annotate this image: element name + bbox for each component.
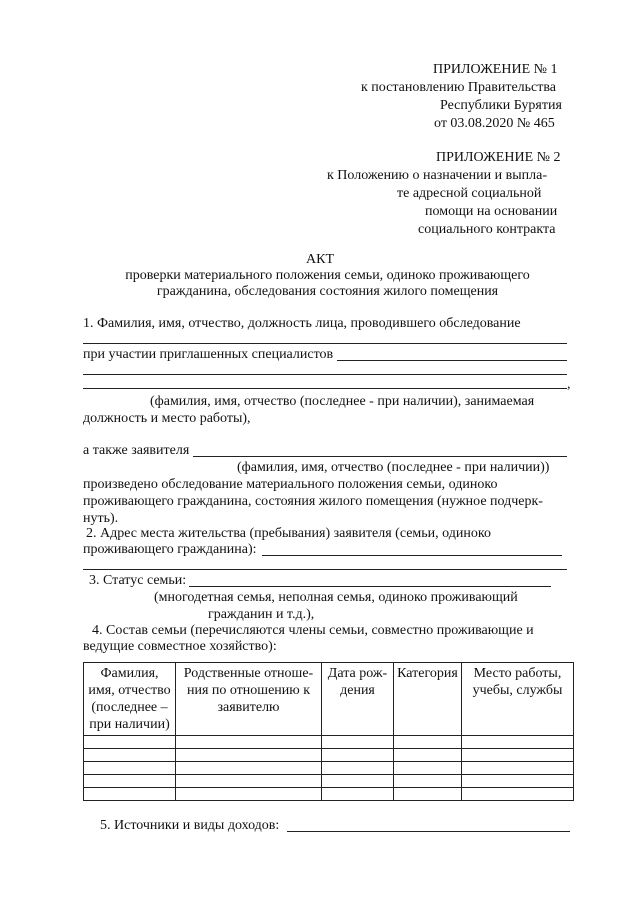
table-cell[interactable]: [84, 749, 176, 762]
column-header: Место работы, учебы, службы: [462, 663, 574, 736]
section1-body: проживающего гражданина, состояния жилого помещения (нужное подчерк-: [83, 494, 543, 509]
table-cell[interactable]: [462, 736, 574, 749]
applicant-note: (фамилия, имя, отчество (последнее - при наличии)): [237, 460, 550, 475]
table-cell[interactable]: [176, 775, 322, 788]
column-header: Категория: [394, 663, 462, 736]
appendix1-line: от 03.08.2020 № 465: [434, 116, 555, 131]
family-status-note: (многодетная семья, неполная семья, одиноко проживающий: [154, 590, 518, 605]
column-header: Дата рож-дения: [322, 663, 394, 736]
column-header: Фамилия, имя, отчество (последнее – при наличии): [84, 663, 176, 736]
column-header: Родственные отноше-ния по отношению к заявителю: [176, 663, 322, 736]
participants-note: должность и место работы),: [83, 411, 251, 426]
table-cell[interactable]: [84, 736, 176, 749]
appendix2-line: к Положению о назначении и выпла-: [327, 168, 547, 183]
table-cell[interactable]: [462, 788, 574, 801]
section4-line: ведущие совместное хозяйство):: [83, 639, 277, 654]
income-sources-label: 5. Источники и виды доходов:: [100, 818, 280, 833]
participants-label: при участии приглашенных специалистов: [83, 347, 334, 362]
table-cell[interactable]: [84, 762, 176, 775]
table-cell[interactable]: [394, 749, 462, 762]
table-row: [84, 749, 574, 762]
table-header-row: [84, 663, 574, 736]
section2-line: 2. Адрес места жительства (пребывания) заявителя (семьи, одиноко: [86, 526, 491, 541]
table-cell[interactable]: [176, 762, 322, 775]
section1-body: произведено обследование материального положения семьи, одиноко: [83, 477, 498, 492]
fill-line[interactable]: [83, 388, 567, 389]
family-status-fill-line[interactable]: [189, 586, 551, 587]
act-subtitle: гражданина, обследования состояния жилого помещения: [156, 284, 499, 299]
family-status-note: гражданин и т.д.),: [208, 607, 315, 622]
table-cell[interactable]: [462, 762, 574, 775]
table-cell[interactable]: [322, 749, 394, 762]
appendix2-line: помощи на основании: [425, 204, 558, 219]
appendix1-title: ПРИЛОЖЕНИЕ № 1: [433, 62, 558, 77]
table-cell[interactable]: [176, 736, 322, 749]
trailing-comma: ,: [567, 377, 571, 392]
appendix1-line: к постановлению Правительства: [361, 80, 557, 95]
table-cell[interactable]: [394, 775, 462, 788]
appendix2-title: ПРИЛОЖЕНИЕ № 2: [436, 150, 561, 165]
table-cell[interactable]: [394, 736, 462, 749]
table-cell[interactable]: [322, 788, 394, 801]
table-cell[interactable]: [176, 749, 322, 762]
table-cell[interactable]: [322, 762, 394, 775]
address-fill-line[interactable]: [262, 555, 562, 556]
table-cell[interactable]: [322, 775, 394, 788]
table-cell[interactable]: [176, 788, 322, 801]
act-subtitle: проверки материального положения семьи, одиноко проживающего: [125, 268, 530, 283]
table-row: [84, 788, 574, 801]
table-cell[interactable]: [322, 736, 394, 749]
appendix1-line: Республики Бурятия: [440, 98, 562, 113]
table-cell[interactable]: [462, 749, 574, 762]
family-status-label: 3. Статус семьи:: [89, 573, 187, 588]
section1-body: нуть).: [83, 511, 119, 526]
fill-line[interactable]: [83, 374, 567, 375]
participants-fill-line[interactable]: [337, 360, 567, 361]
table-cell[interactable]: [394, 762, 462, 775]
appendix2-line: те адресной социальной: [397, 186, 542, 201]
section2-line: проживающего гражданина):: [83, 542, 257, 557]
table-row: [84, 775, 574, 788]
table-cell[interactable]: [394, 788, 462, 801]
fill-line[interactable]: [83, 343, 567, 344]
table-row: [84, 736, 574, 749]
income-sources-fill-line[interactable]: [287, 831, 570, 832]
family-composition-table: [83, 662, 574, 801]
applicant-fill-line[interactable]: [193, 456, 567, 457]
act-title: АКТ: [306, 252, 334, 267]
applicant-label: а также заявителя: [83, 443, 190, 458]
table-row: [84, 762, 574, 775]
participants-note: (фамилия, имя, отчество (последнее - при наличии), занимаемая: [150, 394, 535, 409]
table-cell[interactable]: [84, 788, 176, 801]
section1-heading: 1. Фамилия, имя, отчество, должность лица, проводившего обследование: [83, 316, 521, 331]
table-cell[interactable]: [462, 775, 574, 788]
fill-line[interactable]: [83, 569, 567, 570]
section4-line: 4. Состав семьи (перечисляются члены семьи, совместно проживающие и: [92, 623, 534, 638]
table-cell[interactable]: [84, 775, 176, 788]
appendix2-line: социального контракта: [418, 222, 556, 237]
